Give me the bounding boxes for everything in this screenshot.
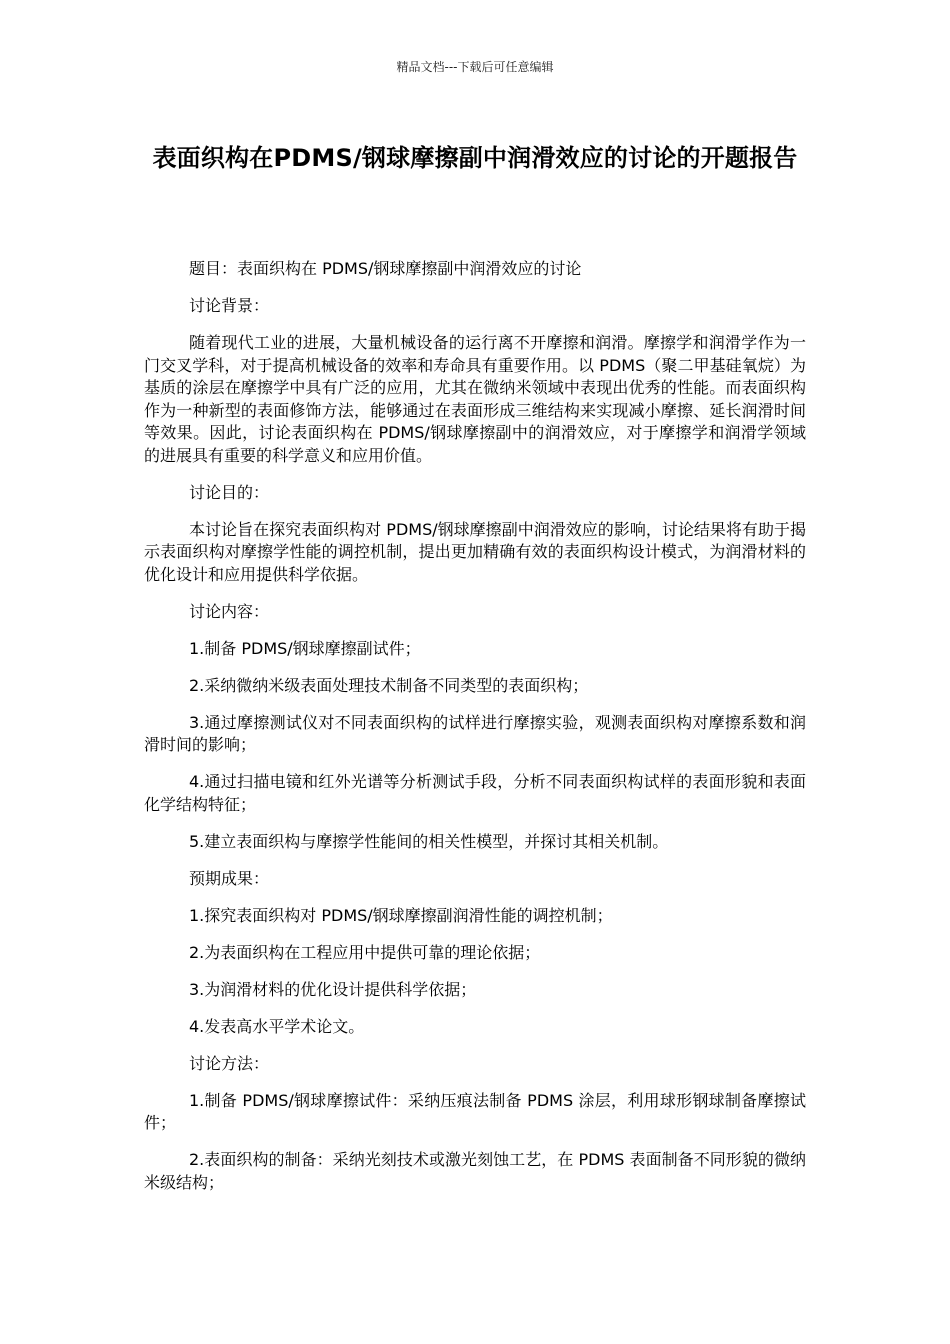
paragraph-topic: 题目：表面织构在 PDMS/钢球摩擦副中润滑效应的讨论 (189, 259, 582, 278)
heading-content: 讨论内容： (189, 601, 270, 621)
list-item-outcome-1: 1.探究表面织构对 PDMS/钢球摩擦副润滑性能的调控机制； (189, 905, 613, 925)
heading-background: 讨论背景： (189, 296, 270, 315)
list-item-outcome-4: 4.发表高水平学术论文。 (189, 1016, 365, 1036)
paragraph-purpose: 本讨论旨在探究表面织构对 PDMS/钢球摩擦副中润滑效应的影响，讨论结果将有助于揭示表面织构对摩擦学性能的调控机制，提出更加精确有效的表面织构设计模式，为润滑材料的优化设计和应用提供科学依据。 (144, 519, 806, 584)
list-item-content-1: 1.制备 PDMS/钢球摩擦副试件； (189, 638, 421, 658)
list-item-content-4: 4.通过扫描电镜和红外光谱等分析测试手段，分析不同表面织构试样的表面形貌和表面化学结构特征； (144, 772, 806, 814)
list-item-method-2: 2.表面织构的制备：采纳光刻技术或激光刻蚀工艺，在 PDMS 表面制备不同形貌的微纳米级结构； (144, 1150, 806, 1192)
list-item-outcome-3: 3.为润滑材料的优化设计提供科学依据； (189, 979, 477, 999)
list-item-content-3: 3.通过摩擦测试仪对不同表面织构的试样进行摩擦实验，观测表面织构对摩擦系数和润滑时间的影响； (144, 712, 806, 754)
list-item-method-1: 1.制备 PDMS/钢球摩擦试件：采纳压痕法制备 PDMS 涂层，利用球形钢球制备摩擦试件； (144, 1090, 806, 1132)
document-body (144, 258, 806, 1209)
header-note: 精品文档---下载后可任意编辑 (396, 60, 554, 74)
list-item-content-5: 5.建立表面织构与摩擦学性能间的相关性模型，并探讨其相关机制。 (189, 831, 669, 851)
list-item-content-2: 2.采纳微纳米级表面处理技术制备不同类型的表面织构； (189, 675, 589, 695)
list-item-outcome-2: 2.为表面织构在工程应用中提供可靠的理论依据； (189, 942, 541, 962)
paragraph-background: 随着现代工业的进展，大量机械设备的运行离不开摩擦和润滑。摩擦学和润滑学作为一门交叉学科，对于提高机械设备的效率和寿命具有重要作用。以 PDMS（聚二甲基硅氧烷）为基质的涂层在摩擦学中具有广泛的应用，尤其在微纳米领域中表现出优秀的性能。而表面织构作为一种新型的表面修饰方法，能够通过在表面形成三维结构来实现减小摩擦、延长润滑时间等效果。因此，讨论表面织构在 PDMS/钢球摩擦副中的润滑效应，对于摩擦学和润滑学领域的进展具有重要的科学意义和应用价值。 (144, 333, 806, 465)
heading-outcomes: 预期成果： (189, 868, 270, 888)
heading-purpose: 讨论目的： (189, 482, 270, 502)
heading-methods: 讨论方法： (189, 1053, 270, 1073)
document-title: 表面织构在PDMS/钢球摩擦副中润滑效应的讨论的开题报告 (152, 144, 798, 172)
